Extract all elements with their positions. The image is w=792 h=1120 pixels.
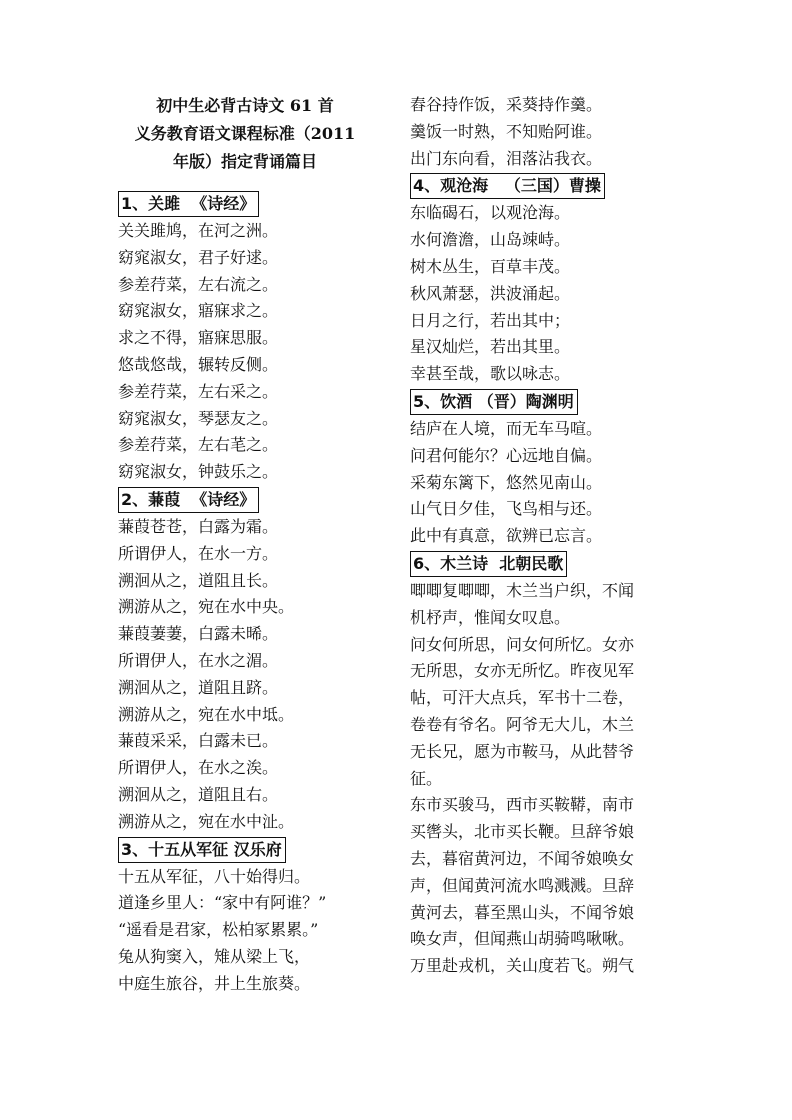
- poem-line: 问君何能尔？心远地自偏。: [410, 445, 603, 465]
- poem-heading: 4、观沧海 （三国）曹操: [410, 173, 605, 199]
- poem-section: [410, 172, 680, 388]
- poem-line: 问女何所思，问女何所忆。女亦: [410, 634, 635, 654]
- poem-line: 溯游从之，宛在水中坻。: [118, 704, 295, 724]
- poem-line: 东临碣石，以观沧海。: [410, 203, 571, 223]
- title-line: 义务教育语文课程标准（2011: [134, 124, 356, 143]
- poem-line: 声，但闻黄河流水鸣溅溅。旦辞: [410, 875, 635, 895]
- poem-line: 秋风萧瑟，洪波涌起。: [410, 283, 571, 303]
- poem-line: 结庐在人境，而无车马喧。: [410, 418, 603, 438]
- right-column: [410, 92, 680, 980]
- poem-line: 卷卷有爷名。阿爷无大儿，木兰: [410, 714, 635, 734]
- poem-line: 水何澹澹，山岛竦峙。: [410, 230, 571, 250]
- poem-line: 所谓伊人，在水之湄。: [118, 650, 279, 670]
- poem-line: 窈窕淑女，钟鼓乐之。: [118, 462, 279, 482]
- document-title: [118, 92, 372, 176]
- poem-line: 蒹葭苍苍，白露为霜。: [118, 516, 279, 536]
- poem-section: [410, 550, 680, 980]
- poem-line: 溯洄从之，道阻且跻。: [118, 677, 279, 697]
- poem-line: 舂谷持作饭，采葵持作羹。: [410, 95, 603, 114]
- poem-line: 兔从狗窦入，雉从梁上飞，: [118, 946, 311, 966]
- poem-line: 十五从军征，八十始得归。: [118, 866, 311, 886]
- poem-line: 求之不得，寤寐思服。: [118, 328, 279, 348]
- poem-line: 参差荇菜，左右流之。: [118, 274, 279, 294]
- poem-section: [410, 388, 680, 550]
- title-line: 年版）指定背诵篇目: [172, 152, 317, 171]
- poem-line: 窈窕淑女，琴瑟友之。: [118, 408, 279, 428]
- poem-line: 悠哉悠哉，辗转反侧。: [118, 354, 279, 374]
- poem-section: [118, 836, 388, 998]
- poem-line: 参差荇菜，左右芼之。: [118, 435, 279, 455]
- poem-line: 树木丛生，百草丰茂。: [410, 256, 571, 276]
- poem-line: 唧唧复唧唧，木兰当户织，不闻: [410, 580, 635, 600]
- poem-line: 关关雎鸠，在河之洲。: [118, 221, 279, 240]
- poem-heading: 2、蒹葭 《诗经》: [118, 487, 259, 513]
- poem-line: 山气日夕佳，飞鸟相与还。: [410, 499, 603, 519]
- poem-line: 征。: [410, 768, 443, 788]
- poem-line: 所谓伊人，在水之涘。: [118, 758, 279, 778]
- poem-line: 溯洄从之，道阻且右。: [118, 784, 279, 804]
- poem-heading: 3、十五从军征 汉乐府: [118, 837, 286, 863]
- poem-section: [118, 190, 388, 486]
- poem-section: [410, 92, 680, 172]
- poem-line: 无所思，女亦无所忆。昨夜见军: [410, 661, 635, 681]
- poem-heading: 5、饮酒 （晋）陶渊明: [410, 389, 578, 415]
- poem-line: 采菊东篱下，悠然见南山。: [410, 472, 603, 492]
- poem-line: 日月之行，若出其中；: [410, 310, 571, 330]
- poem-line: 去，暮宿黄河边，不闻爷娘唤女: [410, 848, 635, 868]
- poem-line: “遥看是君家，松柏冢累累。”: [118, 920, 319, 940]
- poem-line: 幸甚至哉，歌以咏志。: [410, 364, 571, 384]
- right-sections: [410, 92, 680, 980]
- poem-line: 蒹葭采采，白露未已。: [118, 731, 279, 751]
- poem-heading: 6、木兰诗 北朝民歌: [410, 551, 567, 577]
- poem-line: 窈窕淑女，君子好逑。: [118, 247, 279, 267]
- poem-line: 溯游从之，宛在水中沚。: [118, 811, 295, 831]
- poem-line: 窈窕淑女，寤寐求之。: [118, 301, 279, 321]
- poem-line: 黄河去，暮至黑山头，不闻爷娘: [410, 902, 635, 922]
- poem-line: 中庭生旅谷，井上生旅葵。: [118, 973, 311, 993]
- poem-line: 出门东向看，泪落沾我衣。: [410, 148, 603, 168]
- poem-line: 溯游从之，宛在水中央。: [118, 597, 295, 617]
- poem-line: 机杼声，惟闻女叹息。: [410, 607, 571, 627]
- poem-line: 蒹葭萋萋，白露未晞。: [118, 624, 279, 644]
- poem-line: 道逢乡里人：“家中有阿谁？”: [118, 893, 327, 913]
- poem-line: 参差荇菜，左右采之。: [118, 381, 279, 401]
- title-line: 初中生必背古诗文 61 首: [156, 96, 334, 115]
- poem-line: 东市买骏马，西市买鞍鞯，南市: [410, 795, 635, 815]
- poem-line: 星汉灿烂，若出其里。: [410, 337, 571, 357]
- left-sections: [118, 190, 388, 998]
- poem-line: 买辔头，北市买长鞭。旦辞爷娘: [410, 822, 635, 842]
- poem-line: 无长兄，愿为市鞍马，从此替爷: [410, 741, 635, 761]
- poem-line: 万里赴戎机，关山度若飞。朔气: [410, 956, 635, 976]
- left-column: [118, 92, 388, 998]
- poem-heading: 1、关雎 《诗经》: [118, 191, 259, 217]
- poem-line: 唤女声，但闻燕山胡骑鸣啾啾。: [410, 929, 635, 949]
- poem-line: 帖，可汗大点兵，军书十二卷，: [410, 688, 635, 708]
- poem-line: 羹饭一时熟，不知贻阿谁。: [410, 121, 603, 141]
- poem-section: [118, 486, 388, 836]
- poem-line: 溯洄从之，道阻且长。: [118, 570, 279, 590]
- poem-line: 此中有真意，欲辨已忘言。: [410, 526, 603, 546]
- poem-line: 所谓伊人，在水一方。: [118, 543, 279, 563]
